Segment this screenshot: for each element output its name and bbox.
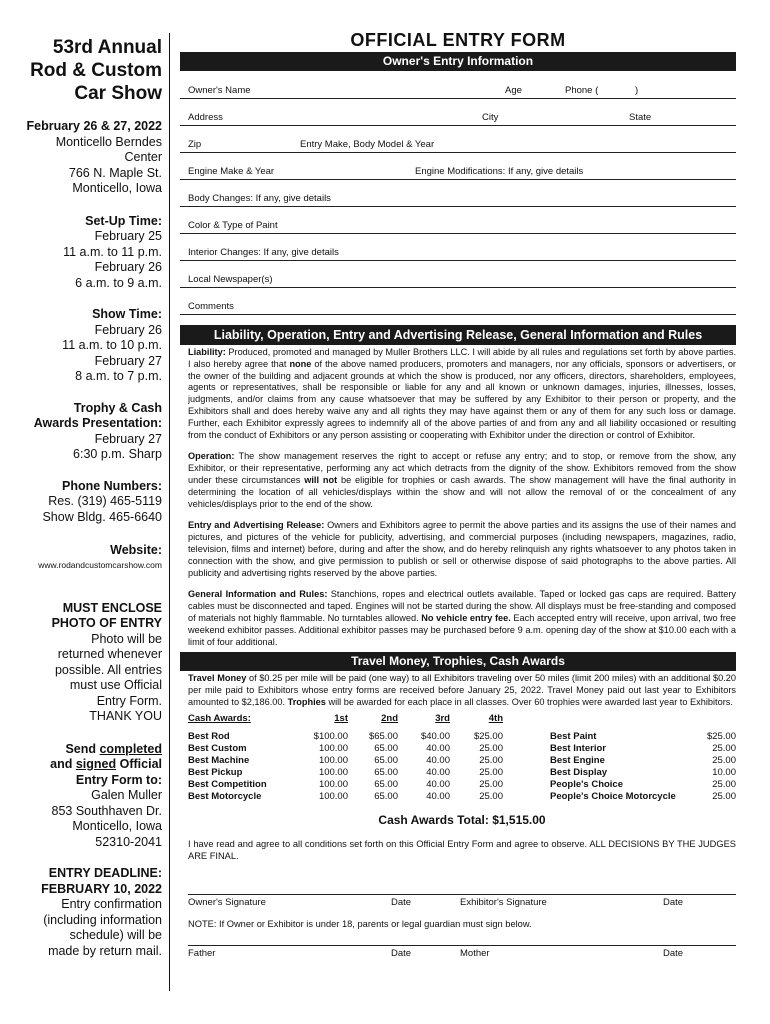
award-amount: 25.00: [479, 766, 503, 778]
award-amount: 40.00: [426, 790, 450, 802]
venue-line: Center: [124, 150, 162, 164]
photo-heading: MUST ENCLOSE: [62, 600, 162, 615]
single-award-category: Best Interior: [550, 742, 606, 754]
owner-info-bar: Owner's Entry Information: [180, 52, 736, 71]
award-amount: 40.00: [426, 766, 450, 778]
award-amount: 100.00: [318, 754, 348, 766]
award-place-header: 2nd: [381, 712, 398, 724]
award-amount: 25.00: [479, 754, 503, 766]
address-line: 52310-2041: [95, 834, 162, 849]
newspaper-field[interactable]: Local Newspaper(s): [180, 261, 736, 288]
setup-line: 6 a.m. to 9 a.m.: [75, 275, 162, 290]
photo-line: returned whenever: [57, 647, 162, 661]
award-amount: 65.00: [374, 790, 398, 802]
trophy-line: 6:30 p.m. Sharp: [73, 447, 162, 461]
show-title-line-2: Rod & Custom: [30, 60, 162, 81]
phone-line: Show Bldg. 465-6640: [42, 509, 162, 524]
photo-line: Photo will be: [91, 631, 162, 646]
photo-line: must use Official: [69, 678, 162, 692]
agreement-text: I have read and agree to all conditions set forth on this Official Entry Form and agree to observe. ALL DECISIONS BY THE JUDGES ARE FINAL.: [188, 838, 736, 861]
phone-heading: Phone Numbers:: [61, 478, 162, 493]
award-amount: 25.00: [479, 742, 503, 754]
award-amount: 100.00: [318, 790, 348, 802]
award-amount: 65.00: [374, 766, 398, 778]
setup-line: February 25: [94, 229, 162, 243]
award-category: Best Custom: [188, 742, 247, 754]
photo-heading: PHOTO OF ENTRY: [51, 616, 162, 630]
trophy-line: February 27: [94, 431, 162, 446]
award-amount: 40.00: [426, 754, 450, 766]
zip-field[interactable]: Zip Entry Make, Body Model & Year: [180, 126, 736, 153]
trophy-heading: Trophy & Cash: [73, 400, 162, 415]
show-time-line: 8 a.m. to 7 p.m.: [75, 369, 162, 383]
signature-labels-2: Father Date Mother Date: [188, 948, 684, 960]
website-link[interactable]: www.rodandcustomcarshow.com: [38, 559, 162, 570]
paint-field[interactable]: Color & Type of Paint: [180, 207, 736, 234]
website-heading: Website:: [110, 543, 162, 557]
photo-line: THANK YOU: [89, 709, 162, 723]
award-category: Best Motorcycle: [188, 790, 262, 802]
sidebar: [0, 36, 162, 959]
travel-paragraph: Travel Money of $0.25 per mile will be paid (one way) to all Exhibitors traveling over 50 miles (limit 200 miles) with an additional $0.20 per mile paid to Exhibitors whose entry forms are received before January 25, 2022. Travel Money paid out last year to Exhibitors amounted to $2,186.00. Trophies will be awarded for each place in all classes. Over 60 trophies were awarded last year to Exhibitors.: [188, 673, 736, 707]
cash-awards-heading: Cash Awards:: [188, 712, 251, 724]
address-line: 853 Southhaven Dr.: [51, 803, 162, 818]
guardian-note: NOTE: If Owner or Exhibitor is under 18, parents or legal guardian must sign below.: [188, 919, 532, 930]
owner-signature-line[interactable]: [188, 880, 736, 895]
engine-field[interactable]: Engine Make & Year Engine Modifications: If any, give details: [180, 153, 736, 180]
single-award-category: Best Engine: [550, 754, 605, 766]
single-award-category: Best Display: [550, 766, 608, 778]
award-amount: $40.00: [420, 730, 450, 742]
award-amount: 100.00: [318, 766, 348, 778]
award-place-header: 4th: [488, 712, 503, 724]
owner-name-field[interactable]: Owner's Name Age Phone ( ): [180, 71, 736, 99]
deadline-heading: FEBRUARY 10, 2022: [41, 881, 162, 896]
address-field[interactable]: Address City State: [180, 99, 736, 126]
send-line-2: and signed Official: [50, 757, 162, 771]
setup-line: 11 a.m. to 11 p.m.: [63, 244, 162, 259]
cash-awards-table: [188, 713, 736, 809]
setup-line: February 26: [94, 260, 162, 274]
award-category: Best Machine: [188, 754, 250, 766]
award-amount: 100.00: [318, 742, 348, 754]
travel-section: [180, 671, 736, 862]
photo-line: Entry Form.: [96, 693, 162, 708]
deadline-heading: ENTRY DEADLINE:: [48, 866, 162, 880]
award-amount: 65.00: [374, 754, 398, 766]
liability-bar: Liability, Operation, Entry and Advertising Release, General Information and Rules: [180, 325, 736, 345]
single-award-amount: $25.00: [706, 730, 736, 742]
entry-form: [180, 30, 736, 962]
deadline-line: Entry confirmation: [61, 897, 162, 911]
single-award-category: People's Choice: [550, 778, 624, 790]
show-dates: February 26 & 27, 2022: [26, 119, 162, 133]
award-amount: 40.00: [426, 778, 450, 790]
body-changes-field[interactable]: Body Changes: If any, give details: [180, 180, 736, 207]
single-award-category: Best Paint: [550, 730, 597, 742]
show-title-line-1: 53rd Annual: [52, 37, 162, 58]
show-time-line: February 27: [94, 353, 162, 368]
deadline-line: schedule) will be: [69, 928, 162, 942]
signature-labels-1: Owner's Signature Date Exhibitor's Signature Date: [188, 897, 684, 909]
award-amount: 25.00: [479, 790, 503, 802]
award-amount: $65.00: [368, 730, 398, 742]
interior-field[interactable]: Interior Changes: If any, give details: [180, 234, 736, 261]
single-award-amount: 25.00: [712, 754, 736, 766]
single-award-amount: 25.00: [712, 778, 736, 790]
award-amount: 25.00: [479, 778, 503, 790]
award-amount: $25.00: [473, 730, 503, 742]
award-amount: 40.00: [426, 742, 450, 754]
address-line: Galen Muller: [91, 788, 162, 802]
award-category: Best Rod: [188, 730, 230, 742]
award-amount: $100.00: [313, 730, 348, 742]
award-category: Best Competition: [188, 778, 267, 790]
show-time-line: February 26: [94, 322, 162, 337]
trophy-heading: Awards Presentation:: [33, 416, 162, 430]
show-time-heading: Show Time:: [92, 307, 162, 321]
photo-line: possible. All entries: [54, 662, 162, 677]
award-category: Best Pickup: [188, 766, 243, 778]
general-rules-paragraph: General Information and Rules: Stanchions, ropes and electrical outlets available. Taped or locked gas caps are required. Battery cables must be disconnected and taped. Engines will not be started during the show. All displays must be free-standing and composed of materials not highly flammable. No turntables allowed. No vehicle entry fee. Each accepted entry will receive, upon arrival, two free weekend exhibitor passes. Additional exhibitor passes may be purchased before 9 a.m. opening day of the show at $10.00 each with a limit of four additional.: [188, 589, 737, 647]
send-line-1: Send completed: [65, 741, 162, 756]
rules-section: [180, 345, 736, 648]
award-place-header: 3rd: [435, 712, 450, 724]
show-title-line-3: Car Show: [74, 83, 162, 104]
award-amount: 65.00: [374, 742, 398, 754]
setup-heading: Set-Up Time:: [85, 213, 162, 228]
liability-paragraph: Liability: Produced, promoted and managed by Muller Brothers LLC. I will abide by all rules and regulations set forth by above parties. I also hereby agree that none of the above named producers, promoters and managers, nor any officials, sponsors or advertisers, or the owner of the building and adjacent grounds at which the show is produced, nor any officers, directors, shareholders, employees, agents or representatives, shall be responsible or liable for any and all known or unknown damages, injuries, illnesses, losses, judgments, and/or claims from any cause whatsoever that may be suffered by any Exhibitor to their person or property, and the Exhibitors shall and does hereby waive any and all rights they may have against them or any of them for any such loss or damage. Further, each Exhibitor expressly agrees to indemnify all of the above parties of and from any and all liability occasioned or resulting from the conduct of Exhibitors or any person assisting or cooperating with Exhibitor under the direction or control of Exhibitor.: [188, 347, 736, 440]
deadline-line: made by return mail.: [48, 943, 162, 958]
send-line-3: Entry Form to:: [75, 772, 162, 787]
phone-line: Res. (319) 465-5119: [48, 494, 162, 508]
deadline-line: (including information: [43, 912, 162, 927]
address-line: Monticello, Iowa: [72, 819, 162, 833]
travel-bar: Travel Money, Trophies, Cash Awards: [180, 652, 736, 671]
venue-line: Monticello, Iowa: [72, 181, 162, 195]
operation-paragraph: Operation: The show management reserves the right to accept or refuse any entry; and to stop, or remove from the show, any Exhibitor, or their representative, performing any act which detracts from the dignity of the show. Exhibitors removed from the show under these circumstances will not be eligible for trophies or cash awards. The show management will have the final authority in determining the location of all vehicles/displays within the show and will not allow the removal of or the concealment of any vehicles/displays prior to the end of the show.: [188, 451, 736, 509]
award-amount: 100.00: [318, 778, 348, 790]
signature-section: [180, 880, 736, 962]
guardian-signature-line[interactable]: [188, 929, 736, 946]
vertical-divider: [169, 33, 170, 991]
comments-field[interactable]: Comments: [180, 288, 736, 315]
venue-line: Monticello Berndes: [55, 134, 162, 149]
award-amount: 65.00: [374, 778, 398, 790]
award-place-header: 1st: [334, 712, 348, 724]
entry-release-paragraph: Entry and Advertising Release: Owners and Exhibitors agree to permit the above parties and its assigns the use of their names and pictures, and pictures of the vehicle for publicity, advertising, and commercial purposes (including newspapers, magazines, radio, television, films and internet) before, during and after the show, and do hereby relinquish any rights whatsoever to any photos taken in connection with the show, and give permission to publish or sell or otherwise dispose of said photographs to the above parties. All publicity and advertising rights reserved by the above parties.: [188, 520, 736, 578]
single-award-amount: 10.00: [712, 766, 736, 778]
venue-line: 766 N. Maple St.: [68, 165, 162, 180]
cash-awards-total: Cash Awards Total: $1,515.00: [378, 812, 546, 827]
single-award-amount: 25.00: [712, 790, 736, 802]
show-time-line: 11 a.m. to 10 p.m.: [62, 338, 162, 352]
form-title: OFFICIAL ENTRY FORM: [350, 30, 566, 50]
single-award-category: People's Choice Motorcycle: [550, 790, 676, 802]
single-award-amount: 25.00: [712, 742, 736, 754]
